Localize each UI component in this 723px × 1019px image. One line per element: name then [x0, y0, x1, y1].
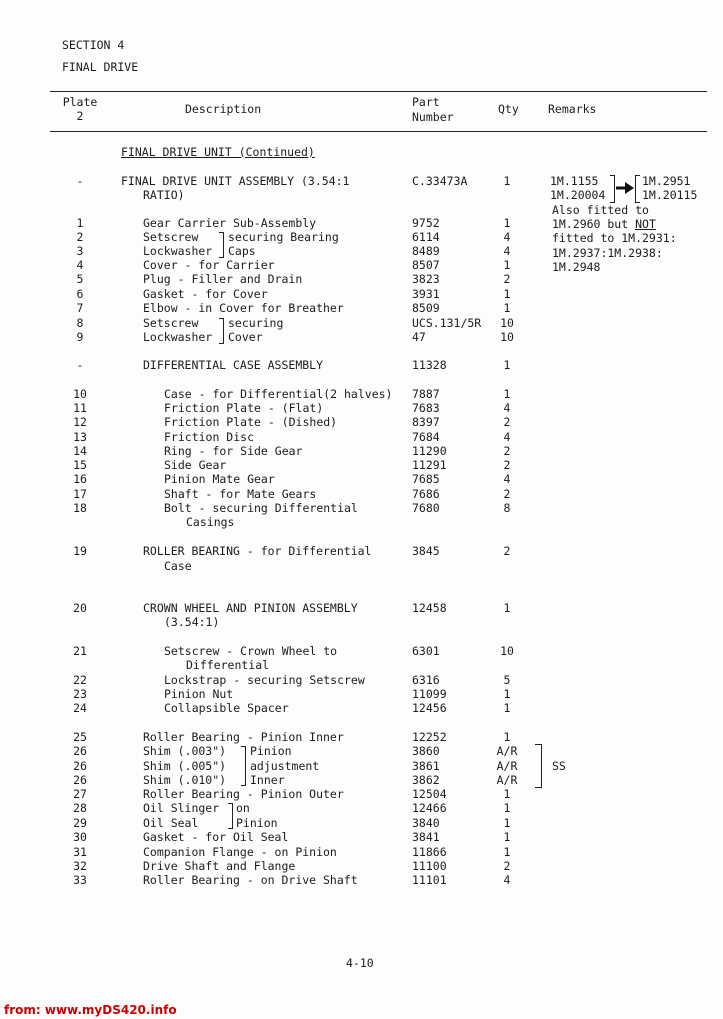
plate-cell: 11: [73, 401, 87, 415]
part-cell: 8489: [412, 244, 440, 258]
qty-cell: 1: [503, 845, 511, 859]
description-cell: Shim (.010"): [143, 773, 227, 787]
plate-cell: 12: [73, 415, 87, 429]
description-cell: Gear Carrier Sub-Assembly: [143, 216, 317, 230]
description-cell: Bolt - securing Differential: [164, 501, 358, 515]
plate-cell: -: [76, 358, 84, 372]
header-top-rule: [50, 91, 707, 92]
description-cell: Friction Disc: [164, 430, 255, 444]
qty-cell: 1: [503, 358, 511, 372]
plate-cell: 14: [73, 444, 87, 458]
table-row: [0, 615, 723, 629]
part-cell: 7686: [412, 487, 440, 501]
bracket-bearing-caps: [219, 232, 224, 258]
qty-cell: 2: [503, 544, 511, 558]
header-part: Part: [412, 95, 440, 109]
table-row: [0, 859, 723, 873]
table-row: [0, 501, 723, 515]
part-cell: 3845: [412, 544, 440, 558]
description-cell: Pinion Mate Gear: [164, 472, 275, 486]
table-row: [0, 787, 723, 801]
remark-not-emphasis: NOT: [635, 217, 656, 231]
qty-cell: 1: [503, 258, 511, 272]
remark-bracket-to: [635, 175, 640, 203]
table-row: [0, 515, 723, 529]
qty-cell: 4: [503, 401, 511, 415]
plate-cell: 28: [73, 801, 87, 815]
description-cell: FINAL DRIVE UNIT ASSEMBLY (3.54:1: [121, 174, 350, 188]
section-label: SECTION 4: [62, 38, 125, 52]
remark-line: 1M.2948: [552, 260, 601, 274]
table-row: [0, 658, 723, 672]
qty-cell: 1: [503, 787, 511, 801]
table-row: [0, 472, 723, 486]
qty-cell: 2: [503, 458, 511, 472]
remark-shims: SS: [552, 759, 566, 773]
table-row: [0, 544, 723, 558]
qty-cell: 1: [503, 216, 511, 230]
description-note: on: [236, 801, 250, 815]
header-description: Description: [185, 102, 262, 116]
part-cell: 3862: [412, 773, 440, 787]
description-cell: Shim (.003"): [143, 744, 227, 758]
plate-cell: 32: [73, 859, 87, 873]
description-cell: Friction Plate - (Flat): [164, 401, 324, 415]
qty-cell: 1: [503, 387, 511, 401]
table-row: [0, 773, 723, 787]
table-row: [0, 759, 723, 773]
remark-serial-from-1: 1M.1155: [550, 174, 599, 188]
part-cell: 3823: [412, 272, 440, 286]
plate-cell: 5: [76, 272, 84, 286]
qty-cell: 10: [500, 316, 514, 330]
part-cell: 7887: [412, 387, 440, 401]
part-cell: 11100: [412, 859, 447, 873]
table-row: [0, 701, 723, 715]
plate-cell: 20: [73, 601, 87, 615]
qty-cell: A/R: [496, 773, 518, 787]
table-row: [0, 845, 723, 859]
part-cell: 11099: [412, 687, 447, 701]
part-cell: 3860: [412, 744, 440, 758]
plate-cell: 24: [73, 701, 87, 715]
bracket-on-pinion: [228, 803, 233, 829]
description-cell: Roller Bearing - Pinion Inner: [143, 730, 344, 744]
page-title: FINAL DRIVE: [62, 60, 139, 74]
qty-cell: 1: [503, 830, 511, 844]
page-number: 4-10: [346, 956, 374, 970]
description-cell: Plug - Filler and Drain: [143, 272, 303, 286]
plate-cell: 26: [73, 744, 87, 758]
description-note: Cover: [228, 330, 263, 344]
description-cell: Roller Bearing - Pinion Outer: [143, 787, 344, 801]
qty-cell: A/R: [496, 744, 518, 758]
description-cell: Oil Seal: [143, 816, 199, 830]
qty-cell: 1: [503, 801, 511, 815]
qty-cell: 10: [500, 330, 514, 344]
qty-cell: 1: [503, 701, 511, 715]
part-cell: 12456: [412, 701, 447, 715]
plate-cell: 16: [73, 472, 87, 486]
plate-cell: 15: [73, 458, 87, 472]
description-note: Pinion: [250, 744, 292, 758]
plate-cell: -: [76, 174, 84, 188]
qty-cell: 1: [503, 174, 511, 188]
qty-cell: A/R: [496, 759, 518, 773]
description-cell: DIFFERENTIAL CASE ASSEMBLY: [143, 358, 324, 372]
description-cell: Shaft - for Mate Gears: [164, 487, 317, 501]
part-cell: 3841: [412, 830, 440, 844]
bracket-cover: [219, 318, 224, 344]
qty-cell: 2: [503, 487, 511, 501]
plate-cell: 30: [73, 830, 87, 844]
qty-cell: 4: [503, 430, 511, 444]
table-row: [0, 744, 723, 758]
plate-cell: 31: [73, 845, 87, 859]
qty-cell: 1: [503, 687, 511, 701]
table-row: [0, 873, 723, 887]
plate-cell: 3: [76, 244, 84, 258]
description-cell: Collapsible Spacer: [164, 701, 289, 715]
plate-cell: 8: [76, 316, 84, 330]
part-cell: 8397: [412, 415, 440, 429]
header-qty: Qty: [498, 102, 519, 116]
plate-cell: 21: [73, 644, 87, 658]
qty-cell: 1: [503, 287, 511, 301]
table-row: [0, 687, 723, 701]
source-footer: from: www.myDS420.info: [4, 1003, 177, 1017]
description-cell: Ring - for Side Gear: [164, 444, 303, 458]
description-note: Inner: [250, 773, 285, 787]
table-row: [0, 487, 723, 501]
part-cell: 11291: [412, 458, 447, 472]
remark-line: fitted to 1M.2931:: [552, 231, 677, 245]
header-part-number: Number: [412, 110, 454, 124]
part-cell: 3931: [412, 287, 440, 301]
plate-cell: 4: [76, 258, 84, 272]
table-row: [0, 415, 723, 429]
part-cell: 7685: [412, 472, 440, 486]
part-cell: 6301: [412, 644, 440, 658]
remark-serial-to-2: 1M.20115: [642, 188, 698, 202]
table-row: [0, 330, 723, 344]
description-cell: Lockwasher: [143, 330, 213, 344]
description-cell: Pinion Nut: [164, 687, 234, 701]
qty-cell: 4: [503, 244, 511, 258]
description-cell: Lockstrap - securing Setscrew: [164, 673, 365, 687]
qty-cell: 2: [503, 859, 511, 873]
qty-cell: 8: [503, 501, 511, 515]
part-cell: 6316: [412, 673, 440, 687]
table-row: [0, 816, 723, 830]
qty-cell: 2: [503, 444, 511, 458]
table-row: [0, 301, 723, 315]
description-cell: Elbow - in Cover for Breather: [143, 301, 344, 315]
table-row: [0, 444, 723, 458]
description-cell: Case - for Differential(2 halves): [164, 387, 393, 401]
table-row: [0, 258, 723, 272]
plate-cell: 7: [76, 301, 84, 315]
description-cell: Case: [164, 559, 192, 573]
remark-serial-from-2: 1M.20004: [550, 188, 606, 202]
remark-line: Also fitted to: [552, 203, 649, 217]
part-cell: 7680: [412, 501, 440, 515]
plate-cell: 27: [73, 787, 87, 801]
plate-cell: 10: [73, 387, 87, 401]
description-note: securing Bearing: [228, 230, 339, 244]
qty-cell: 5: [503, 673, 511, 687]
part-cell: 11101: [412, 873, 447, 887]
table-row: [0, 801, 723, 815]
plate-cell: 22: [73, 673, 87, 687]
plate-cell: 17: [73, 487, 87, 501]
qty-cell: 2: [503, 272, 511, 286]
description-cell: Side Gear: [164, 458, 227, 472]
table-row: [0, 458, 723, 472]
part-cell: 7683: [412, 401, 440, 415]
part-cell: 8507: [412, 258, 440, 272]
remark-bracket-from: [610, 175, 615, 203]
description-cell: Drive Shaft and Flange: [143, 859, 296, 873]
part-cell: 11290: [412, 444, 447, 458]
part-cell: 12458: [412, 601, 447, 615]
qty-cell: 10: [500, 644, 514, 658]
plate-cell: 9: [76, 330, 84, 344]
part-cell: 3840: [412, 816, 440, 830]
description-cell: Shim (.005"): [143, 759, 227, 773]
description-cell: Setscrew - Crown Wheel to: [164, 644, 338, 658]
table-row: [0, 430, 723, 444]
remark-text: 1M.2960 but: [552, 217, 636, 231]
plate-cell: 18: [73, 501, 87, 515]
remark-line: [552, 217, 656, 231]
table-row: [0, 830, 723, 844]
description-cell: Casings: [186, 515, 235, 529]
header-plate-number: 2: [76, 109, 84, 123]
qty-cell: 1: [503, 301, 511, 315]
plate-cell: 19: [73, 544, 87, 558]
plate-cell: 2: [76, 230, 84, 244]
table-row: [0, 644, 723, 658]
plate-cell: 23: [73, 687, 87, 701]
description-cell: CROWN WHEEL AND PINION ASSEMBLY: [143, 601, 358, 615]
description-note: Caps: [228, 244, 256, 258]
remark-serial-to-1: 1M.2951: [642, 174, 691, 188]
part-cell: 6114: [412, 230, 440, 244]
description-cell: Oil Slinger: [143, 801, 220, 815]
plate-cell: 26: [73, 773, 87, 787]
part-cell: 12252: [412, 730, 447, 744]
qty-cell: 1: [503, 816, 511, 830]
part-cell: 11328: [412, 358, 447, 372]
table-row: [0, 559, 723, 573]
qty-cell: 1: [503, 601, 511, 615]
description-cell: Gasket - for Oil Seal: [143, 830, 289, 844]
arrow-right-icon: [616, 180, 634, 196]
table-row: [0, 316, 723, 330]
part-cell: 12466: [412, 801, 447, 815]
table-row: [0, 272, 723, 286]
part-cell: 7684: [412, 430, 440, 444]
part-cell: 3861: [412, 759, 440, 773]
part-cell: 47: [412, 330, 426, 344]
description-cell: Gasket - for Cover: [143, 287, 268, 301]
part-cell: 12504: [412, 787, 447, 801]
table-row: [0, 601, 723, 615]
description-cell: Setscrew: [143, 230, 199, 244]
description-cell: Differential: [186, 658, 270, 672]
plate-cell: 1: [76, 216, 84, 230]
description-note: securing: [228, 316, 284, 330]
table-row: [0, 358, 723, 372]
description-cell: (3.54:1): [164, 615, 220, 629]
qty-cell: 4: [503, 472, 511, 486]
part-cell: 9752: [412, 216, 440, 230]
description-cell: Roller Bearing - on Drive Shaft: [143, 873, 358, 887]
table-row: [0, 287, 723, 301]
header-remarks: Remarks: [548, 102, 597, 116]
description-cell: ROLLER BEARING - for Differential: [143, 544, 372, 558]
table-row: [0, 401, 723, 415]
part-cell: 8509: [412, 301, 440, 315]
header-bottom-rule: [50, 131, 707, 132]
description-cell: Lockwasher: [143, 244, 213, 258]
plate-cell: 13: [73, 430, 87, 444]
part-cell: UCS.131/5R: [412, 316, 482, 330]
part-cell: C.33473A: [412, 174, 468, 188]
remark-line: 1M.2937:1M.2938:: [552, 246, 663, 260]
table-row: [0, 673, 723, 687]
group-heading: FINAL DRIVE UNIT (Continued): [121, 145, 315, 159]
bracket-shims-remark: [535, 744, 542, 788]
qty-cell: 2: [503, 415, 511, 429]
plate-cell: 25: [73, 730, 87, 744]
qty-cell: 4: [503, 230, 511, 244]
plate-cell: 26: [73, 759, 87, 773]
description-note: Pinion: [236, 816, 278, 830]
description-cell: Friction Plate - (Dished): [164, 415, 338, 429]
description-note: adjustment: [250, 759, 320, 773]
bracket-pinion-adjustment: [241, 746, 246, 786]
description-cell: Setscrew: [143, 316, 199, 330]
header-plate: Plate: [62, 95, 98, 109]
table-row: [0, 387, 723, 401]
plate-cell: 33: [73, 873, 87, 887]
plate-cell: 29: [73, 816, 87, 830]
description-cell: RATIO): [143, 188, 185, 202]
qty-cell: 1: [503, 730, 511, 744]
description-cell: Companion Flange - on Pinion: [143, 845, 337, 859]
part-cell: 11866: [412, 845, 447, 859]
description-cell: Cover - for Carrier: [143, 258, 275, 272]
table-row: [0, 730, 723, 744]
plate-cell: 6: [76, 287, 84, 301]
qty-cell: 4: [503, 873, 511, 887]
